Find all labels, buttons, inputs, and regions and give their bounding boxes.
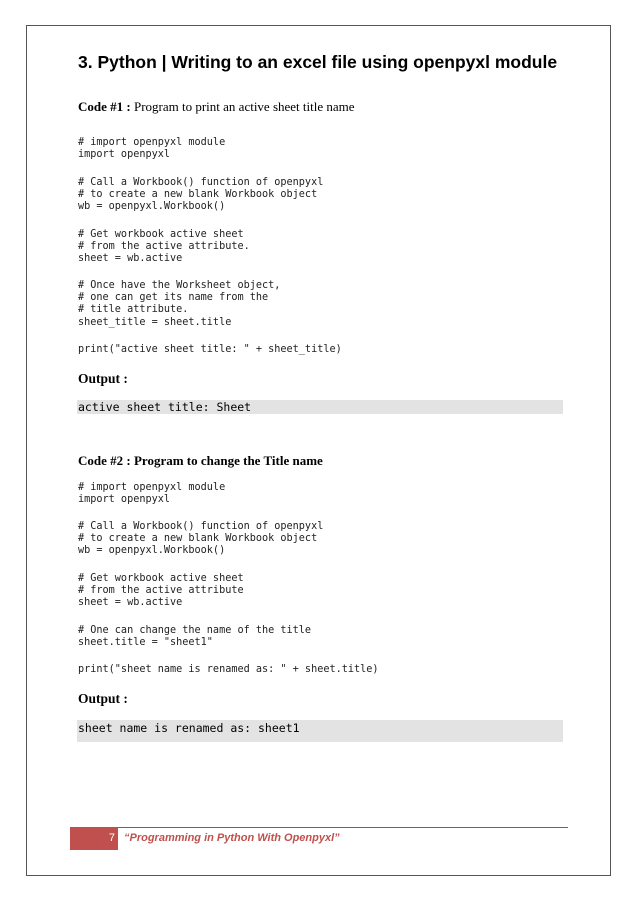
- code1-group-4: [78, 344, 342, 356]
- page-title: 3. Python | Writing to an excel file using openpyxl module: [78, 52, 558, 72]
- code-line: print("sheet name is renamed as: " + sheet.title): [78, 664, 379, 675]
- code-line: # Get workbook active sheet: [78, 229, 244, 240]
- code-line: sheet_title = sheet.title: [78, 316, 232, 328]
- footer-book-title: “Programming in Python With Openpyxl”: [124, 832, 340, 844]
- code1-output-label: Output :: [78, 371, 128, 386]
- code1-output: active sheet title: Sheet: [77, 400, 563, 414]
- code2-group-4: [78, 664, 379, 676]
- code-line: print("active sheet title: " + sheet_title): [78, 344, 342, 355]
- code-line: # to create a new blank Workbook object: [78, 189, 318, 201]
- code-line: sheet = wb.active: [78, 253, 183, 265]
- code2-heading: Code #2 : Program to change the Title name: [78, 453, 323, 468]
- code-line: # Call a Workbook() function of openpyxl: [78, 521, 324, 532]
- code-line: import openpyxl: [78, 494, 171, 506]
- code-line: # import openpyxl module: [78, 482, 226, 493]
- code-line: # from the active attribute.: [78, 241, 250, 253]
- code-line: wb = openpyxl.Workbook(): [78, 545, 226, 557]
- code2-group-1: [78, 521, 323, 558]
- code-line: # Get workbook active sheet: [78, 573, 244, 584]
- code2-output: sheet name is renamed as: sheet1: [77, 720, 563, 742]
- footer-page-number: 7: [70, 827, 118, 850]
- code-line: sheet = wb.active: [78, 597, 183, 609]
- code-line: # import openpyxl module: [78, 137, 226, 148]
- code2-group-3: [78, 625, 311, 649]
- code1-group-0: [78, 137, 225, 161]
- code2-output-label: Output :: [78, 691, 128, 706]
- code-line: # one can get its name from the: [78, 292, 269, 304]
- code-line: # Once have the Worksheet object,: [78, 280, 281, 291]
- code1-group-2: [78, 229, 250, 266]
- code1-group-3: [78, 280, 280, 329]
- code-line: # from the active attribute: [78, 585, 244, 597]
- code-line: # to create a new blank Workbook object: [78, 533, 318, 545]
- code1-heading: [78, 99, 355, 115]
- code2-group-2: [78, 573, 244, 610]
- code-line: sheet.title = "sheet1": [78, 637, 213, 649]
- code-line: # title attribute.: [78, 304, 189, 316]
- code-line: # One can change the name of the title: [78, 625, 312, 636]
- code-line: import openpyxl: [78, 149, 171, 161]
- code1-label: Code #1 :: [78, 99, 131, 114]
- code1-group-1: [78, 177, 323, 214]
- code-line: # Call a Workbook() function of openpyxl: [78, 177, 324, 188]
- code1-description: Program to print an active sheet title name: [130, 99, 355, 114]
- code-line: wb = openpyxl.Workbook(): [78, 201, 226, 213]
- code2-group-0: [78, 482, 225, 506]
